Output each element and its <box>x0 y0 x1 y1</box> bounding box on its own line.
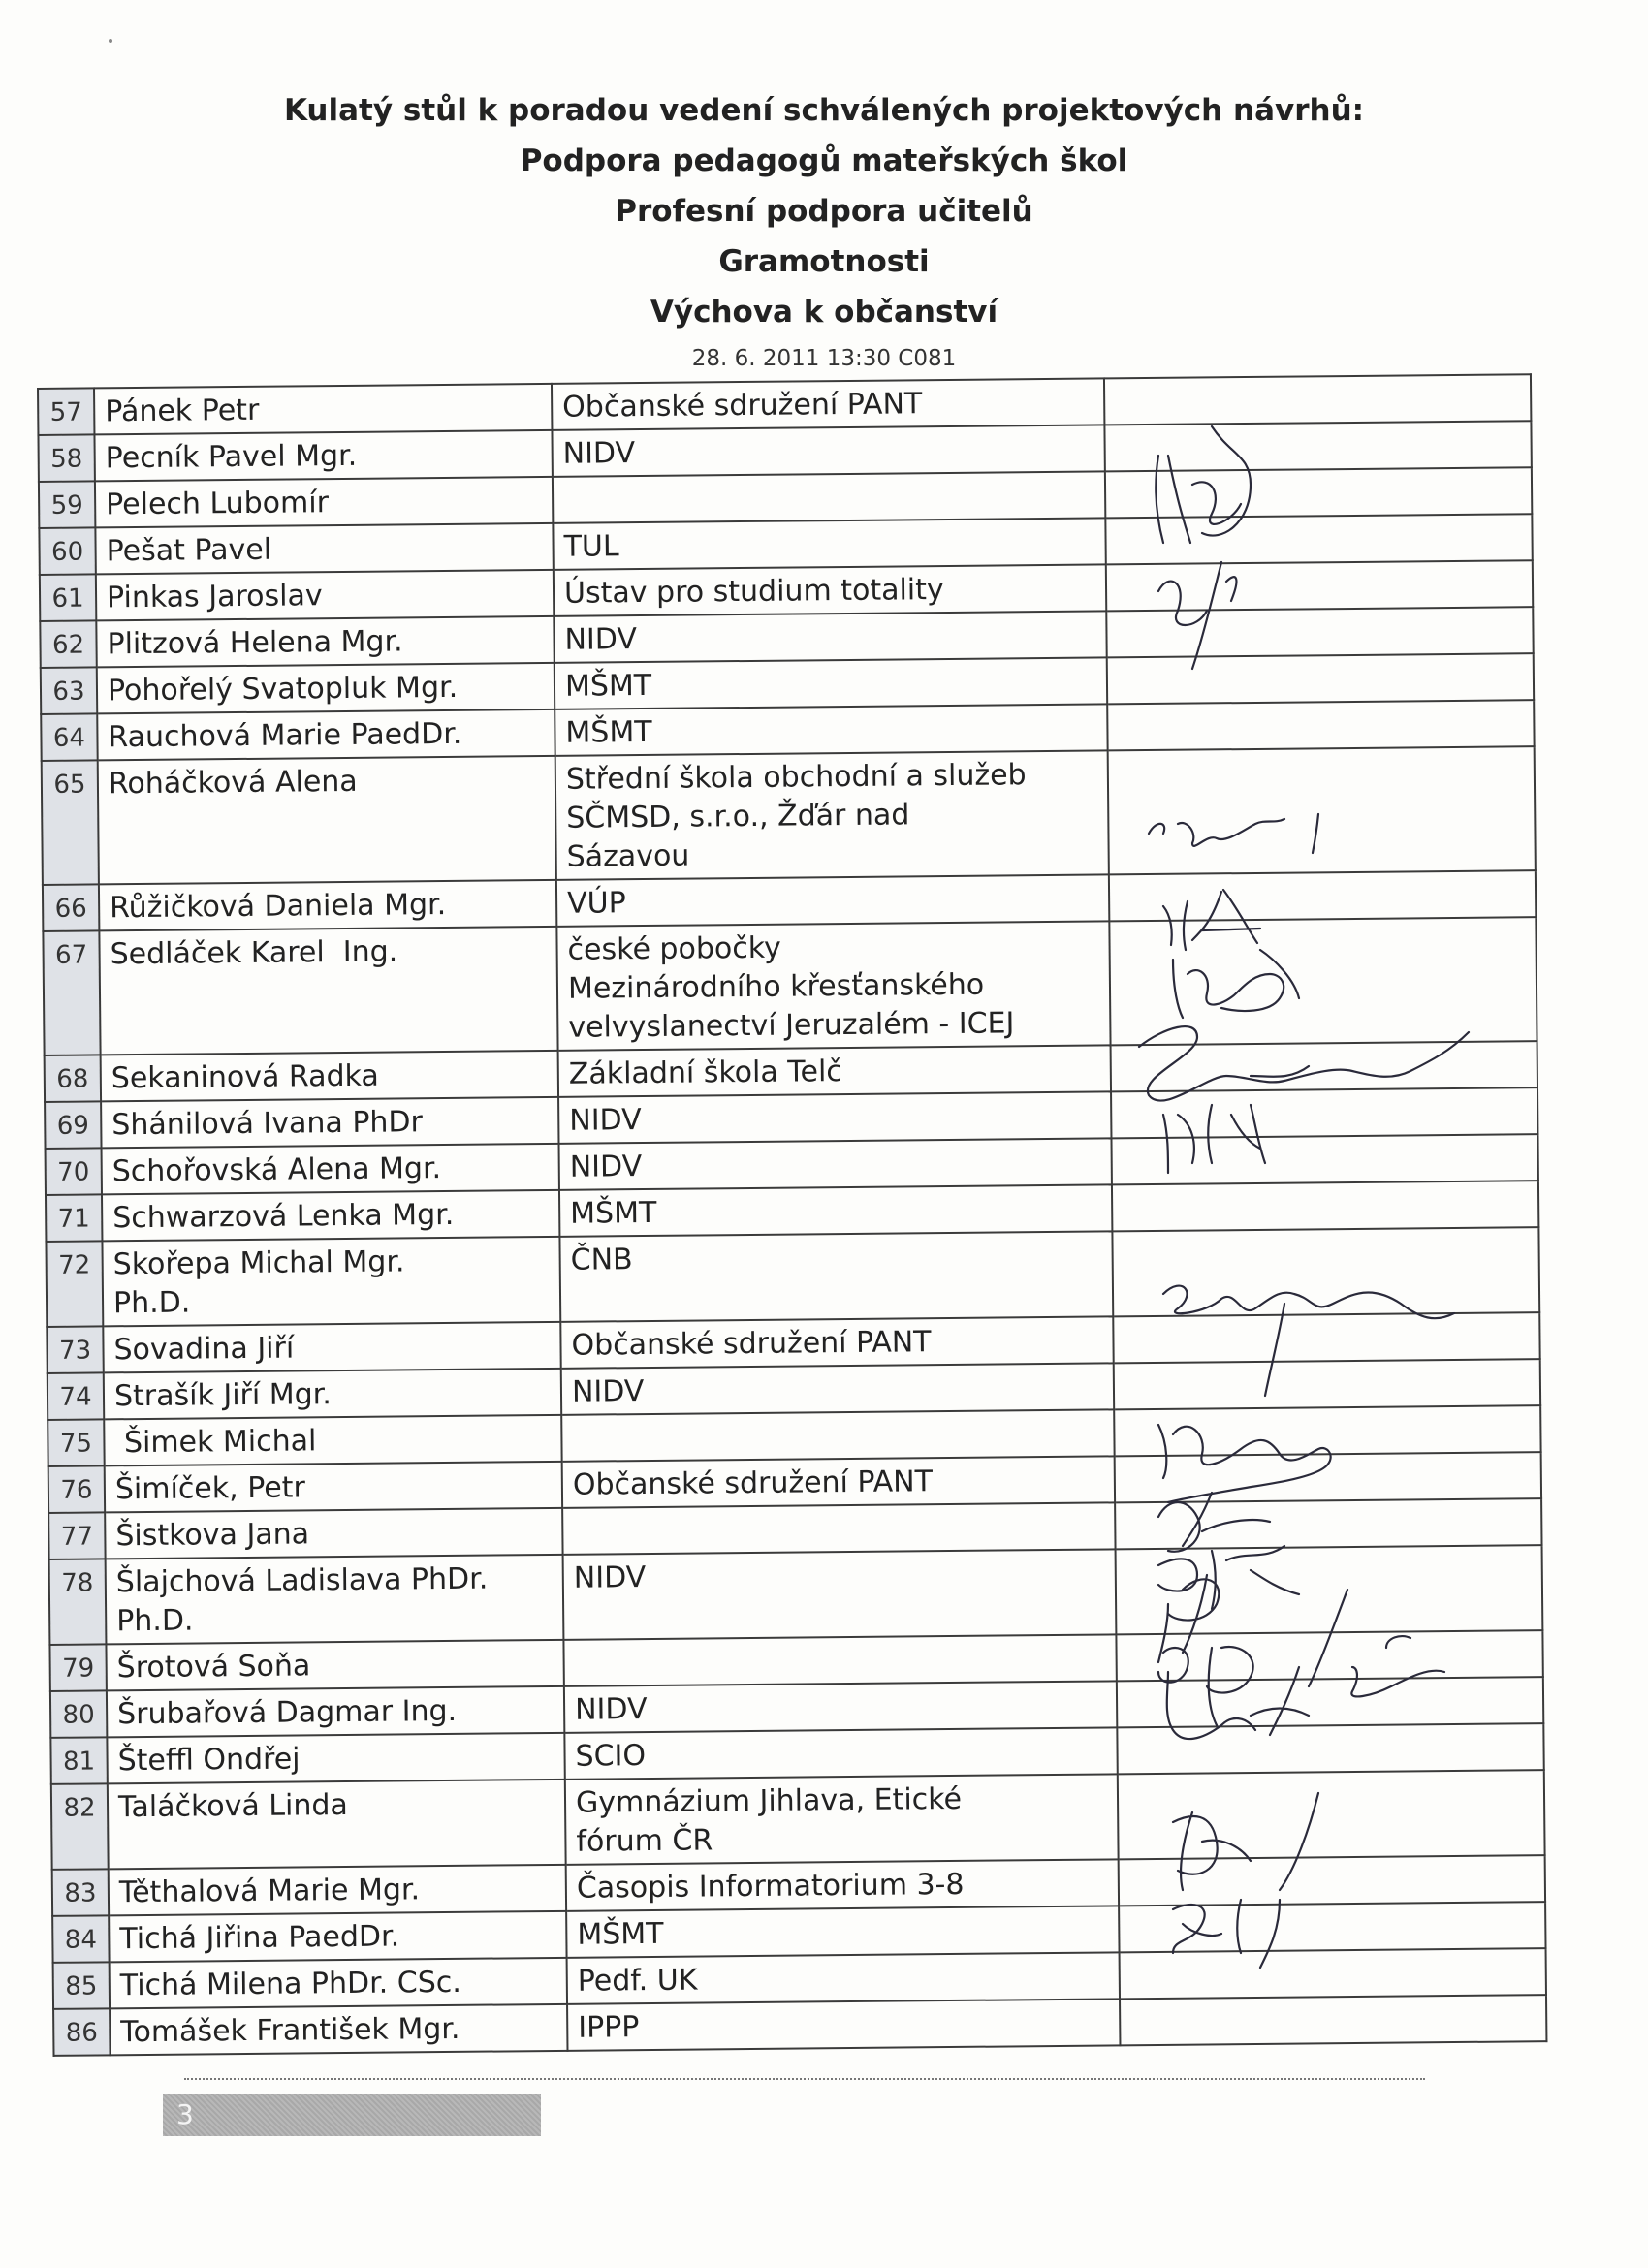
participant-name <box>107 1733 564 1784</box>
participant-name <box>106 1640 563 1691</box>
signature-cell <box>1119 1902 1545 1952</box>
participant-name-line: Sekaninová Radka <box>111 1058 379 1096</box>
organization <box>561 1363 1114 1414</box>
organization <box>555 704 1107 755</box>
table-row <box>42 746 1536 885</box>
organization-line: Mezinárodního křesťanského <box>567 967 985 1006</box>
participant-name <box>109 1865 566 1916</box>
organization-line: Občanské sdružení PANT <box>571 1325 932 1363</box>
organization-line: NIDV <box>571 1374 645 1409</box>
signature-cell <box>1109 917 1537 1045</box>
participant-name <box>99 927 557 1055</box>
organization <box>552 378 1104 429</box>
organization-line: české pobočky <box>567 930 781 967</box>
participant-name-line: Těthalová Marie Mgr. <box>118 1873 421 1910</box>
participant-name-line: Ph.D. <box>116 1603 194 1639</box>
participant-name <box>96 570 554 621</box>
signature-cell <box>1106 607 1533 657</box>
participant-name <box>104 1369 561 1420</box>
participant-name-line: Šistkova Jana <box>115 1517 310 1554</box>
organization-line: MŠMT <box>564 668 652 704</box>
participant-name-line: Pánek Petr <box>105 393 260 429</box>
row-number: 70 <box>46 1148 102 1195</box>
participant-name-line: Schwarzová Lenka Mgr. <box>112 1197 455 1236</box>
organization-line: velvyslanectví Jeruzalém - ICEJ <box>568 1006 1015 1045</box>
attendance-table-body <box>38 374 1546 2056</box>
row-number: 64 <box>41 713 97 761</box>
organization <box>559 1138 1112 1189</box>
organization-line: Pedf. UK <box>577 1963 698 1999</box>
title-line-1: Kulatý stůl k poradou vedení schválených projektových návrhů: <box>283 93 1365 128</box>
signature-cell <box>1107 700 1534 750</box>
organization-line: MŠMT <box>570 1195 657 1231</box>
organization <box>556 921 1110 1050</box>
title-line-4: Gramotnosti <box>718 244 930 279</box>
signature-cell <box>1105 467 1532 518</box>
participant-name <box>95 477 553 528</box>
row-number: 75 <box>48 1419 104 1466</box>
table-row <box>43 917 1537 1055</box>
signature-cell <box>1113 1312 1539 1363</box>
organization-line: ČNB <box>570 1243 633 1277</box>
participant-name-line: Šteffl Ondřej <box>117 1742 301 1779</box>
participant-name-line: Šlajchová Ladislava PhDr. <box>115 1561 489 1600</box>
row-number: 69 <box>45 1101 101 1149</box>
participant-name <box>110 1958 567 2009</box>
participant-name <box>94 384 552 435</box>
organization <box>556 874 1109 926</box>
organization-line: VÚP <box>566 886 626 921</box>
organization <box>560 1316 1113 1368</box>
scan-speck <box>109 39 112 43</box>
organization <box>553 518 1105 569</box>
participant-name <box>104 1415 561 1466</box>
participant-name <box>101 1051 558 1102</box>
participant-name-line: Tomášek František Mgr. <box>120 2011 460 2050</box>
signature-cell <box>1119 1855 1545 1906</box>
organization <box>564 1727 1117 1779</box>
row-number: 66 <box>43 884 99 931</box>
organization <box>558 1045 1111 1096</box>
table-row <box>49 1545 1543 1645</box>
title-line-3: Profesní podpora učitelů <box>615 194 1033 229</box>
participant-name-line: Strašík Jiří Mgr. <box>113 1377 332 1414</box>
signature-cell <box>1116 1630 1542 1681</box>
footer-divider <box>184 2078 1425 2080</box>
participant-name-line: Plitzová Helena Mgr. <box>107 624 403 662</box>
row-number: 77 <box>48 1512 105 1559</box>
participant-name-line: Ph.D. <box>112 1285 191 1321</box>
signature-cell <box>1105 514 1532 564</box>
organization <box>567 1952 1120 2003</box>
participant-name <box>95 523 553 575</box>
attendance-sheet <box>37 373 1546 2074</box>
participant-name <box>110 2004 567 2056</box>
organization-line: IPPP <box>578 2010 640 2045</box>
participant-name <box>108 1780 566 1870</box>
participant-name-line: Sovadina Jiří <box>113 1331 295 1368</box>
signature-cell <box>1120 1995 1546 2045</box>
row-number: 86 <box>53 2008 110 2056</box>
participant-name <box>97 663 555 714</box>
signature-cell <box>1111 1087 1537 1138</box>
row-number: 57 <box>38 388 94 435</box>
signature-cell <box>1114 1405 1540 1456</box>
participant-name <box>106 1555 564 1645</box>
row-number: 82 <box>51 1783 109 1870</box>
organization-line: MŠMT <box>565 714 652 750</box>
participant-name-line: Pelech Lubomír <box>105 486 330 522</box>
organization <box>561 1409 1114 1461</box>
table-row <box>51 1770 1545 1870</box>
participant-name-line: Schořovská Alena Mgr. <box>111 1151 442 1189</box>
organization <box>553 471 1105 522</box>
organization-line: fórum ČR <box>576 1823 713 1859</box>
signature-cell <box>1111 1041 1537 1091</box>
participant-name-line: Šrotová Soňa <box>116 1649 311 1685</box>
title-line-5: Výchova k občanství <box>650 295 998 330</box>
page-number: 3 <box>176 2098 194 2130</box>
participant-name-line: Šimek Michal <box>114 1424 317 1461</box>
row-number: 63 <box>41 667 97 714</box>
row-number: 78 <box>49 1559 107 1645</box>
participant-name-line: Růžičková Daniela Mgr. <box>109 887 447 926</box>
organization <box>554 564 1106 615</box>
signature-cell <box>1104 421 1531 471</box>
row-number: 65 <box>42 760 99 885</box>
participant-name-line: Sedláček Karel Ing. <box>110 934 398 972</box>
participant-name-line: Skořepa Michal Mgr. <box>112 1244 405 1282</box>
organization <box>563 1549 1117 1639</box>
row-number: 62 <box>40 620 96 668</box>
organization <box>554 611 1106 662</box>
participant-name <box>102 1190 559 1242</box>
organization-line: NIDV <box>573 1560 647 1595</box>
organization-line: SČMSD, s.r.o., Žďár nad <box>566 798 910 835</box>
participant-name-line: Pinkas Jaroslav <box>106 579 323 615</box>
signature-cell <box>1117 1723 1543 1774</box>
organization-line: TUL <box>563 529 619 564</box>
table-row <box>46 1227 1539 1327</box>
signature-cell <box>1112 1181 1538 1231</box>
row-number: 58 <box>38 434 94 482</box>
signature-cell <box>1112 1227 1539 1316</box>
organization <box>565 1774 1119 1864</box>
organization <box>555 750 1109 879</box>
organization-line: Občanské sdružení PANT <box>572 1465 934 1502</box>
organization-line: Základní škola Telč <box>568 1055 842 1091</box>
participant-name <box>98 756 556 885</box>
signature-cell <box>1108 746 1536 874</box>
organization-line: Občanské sdružení PANT <box>562 387 923 425</box>
row-number: 76 <box>48 1465 105 1513</box>
signature-cell <box>1111 1134 1537 1184</box>
title-line-2: Podpora pedagogů mateřských škol <box>520 143 1128 178</box>
organization-line: NIDV <box>564 622 638 657</box>
participant-name <box>103 1322 560 1373</box>
signature-cell <box>1107 653 1534 704</box>
row-number: 73 <box>47 1326 103 1373</box>
attendance-table <box>37 373 1547 2057</box>
participant-name <box>105 1508 562 1559</box>
organization-line: NIDV <box>562 436 636 471</box>
page-number-badge <box>163 2094 541 2136</box>
participant-name-line: Rauchová Marie PaedDr. <box>108 716 462 755</box>
organization-line: Sázavou <box>566 838 690 874</box>
organization <box>562 1456 1115 1507</box>
row-number: 80 <box>50 1690 107 1738</box>
signature-cell <box>1117 1677 1543 1727</box>
signature-cell <box>1114 1359 1540 1409</box>
row-number: 79 <box>49 1644 106 1691</box>
organization <box>566 1906 1119 1957</box>
row-number: 81 <box>50 1737 107 1784</box>
signature-cell <box>1115 1498 1541 1549</box>
participant-name <box>105 1462 562 1513</box>
row-number: 83 <box>52 1869 109 1916</box>
organization-line: Ústav pro studium totality <box>563 573 944 611</box>
participant-name <box>101 1097 558 1149</box>
signature-cell <box>1115 1452 1541 1502</box>
organization <box>563 1634 1116 1685</box>
participant-name-line: Tichá Jiřina PaedDr. <box>119 1919 400 1957</box>
organization <box>559 1184 1112 1236</box>
row-number: 68 <box>45 1055 101 1102</box>
organization-line: Gymnázium Jihlava, Etické <box>575 1781 963 1820</box>
signature-cell <box>1118 1770 1545 1859</box>
row-number: 67 <box>43 930 100 1055</box>
participant-name-line: Pohořelý Svatopluk Mgr. <box>107 670 459 709</box>
organization-line: NIDV <box>574 1692 648 1727</box>
organization <box>564 1681 1117 1732</box>
organization <box>559 1231 1113 1321</box>
organization-line: MŠMT <box>577 1916 664 1952</box>
signature-cell <box>1106 560 1533 611</box>
meeting-date-room: 28. 6. 2011 13:30 C081 <box>691 346 957 371</box>
organization-line: Časopis Informatorium 3-8 <box>576 1867 965 1906</box>
row-number: 85 <box>53 1962 110 2009</box>
signature-cell <box>1104 374 1531 425</box>
participant-name <box>97 709 555 761</box>
participant-name-line: Tichá Milena PhDr. CSc. <box>119 1965 461 2003</box>
participant-name-line: Taláčková Linda <box>117 1787 349 1825</box>
organization-line: NIDV <box>569 1103 642 1138</box>
participant-name <box>107 1686 564 1738</box>
signature-cell <box>1109 870 1536 921</box>
organization <box>552 425 1104 476</box>
participant-name <box>102 1144 559 1195</box>
organization-line: Střední škola obchodní a služeb <box>565 758 1027 797</box>
organization <box>562 1502 1115 1554</box>
row-number: 59 <box>39 481 95 528</box>
participant-name <box>96 616 554 668</box>
document-header <box>194 85 1454 378</box>
row-number: 72 <box>46 1241 103 1327</box>
participant-name <box>102 1237 560 1327</box>
row-number: 84 <box>52 1915 109 1963</box>
participant-name <box>94 430 552 482</box>
organization-line: SCIO <box>575 1739 647 1774</box>
signature-cell <box>1116 1545 1543 1634</box>
row-number: 74 <box>48 1372 104 1420</box>
participant-name-line: Shánilová Ivana PhDr <box>111 1105 424 1143</box>
organization <box>566 1859 1119 1910</box>
row-number: 61 <box>40 574 96 621</box>
row-number: 71 <box>46 1194 102 1242</box>
organization <box>558 1091 1111 1143</box>
organization <box>555 657 1107 709</box>
participant-name <box>99 880 556 931</box>
organization <box>567 1999 1120 2050</box>
participant-name-line: Pešat Pavel <box>106 532 272 569</box>
participant-name-line: Roháčková Alena <box>108 764 358 802</box>
participant-name <box>109 1911 566 1963</box>
organization-line: NIDV <box>569 1150 643 1184</box>
signature-cell <box>1120 1948 1546 1999</box>
participant-name-line: Šrubařová Dagmar Ing. <box>116 1693 458 1732</box>
participant-name-line: Šimíček, Petr <box>114 1470 305 1507</box>
participant-name-line: Pecník Pavel Mgr. <box>105 438 358 476</box>
row-number: 60 <box>39 527 95 575</box>
